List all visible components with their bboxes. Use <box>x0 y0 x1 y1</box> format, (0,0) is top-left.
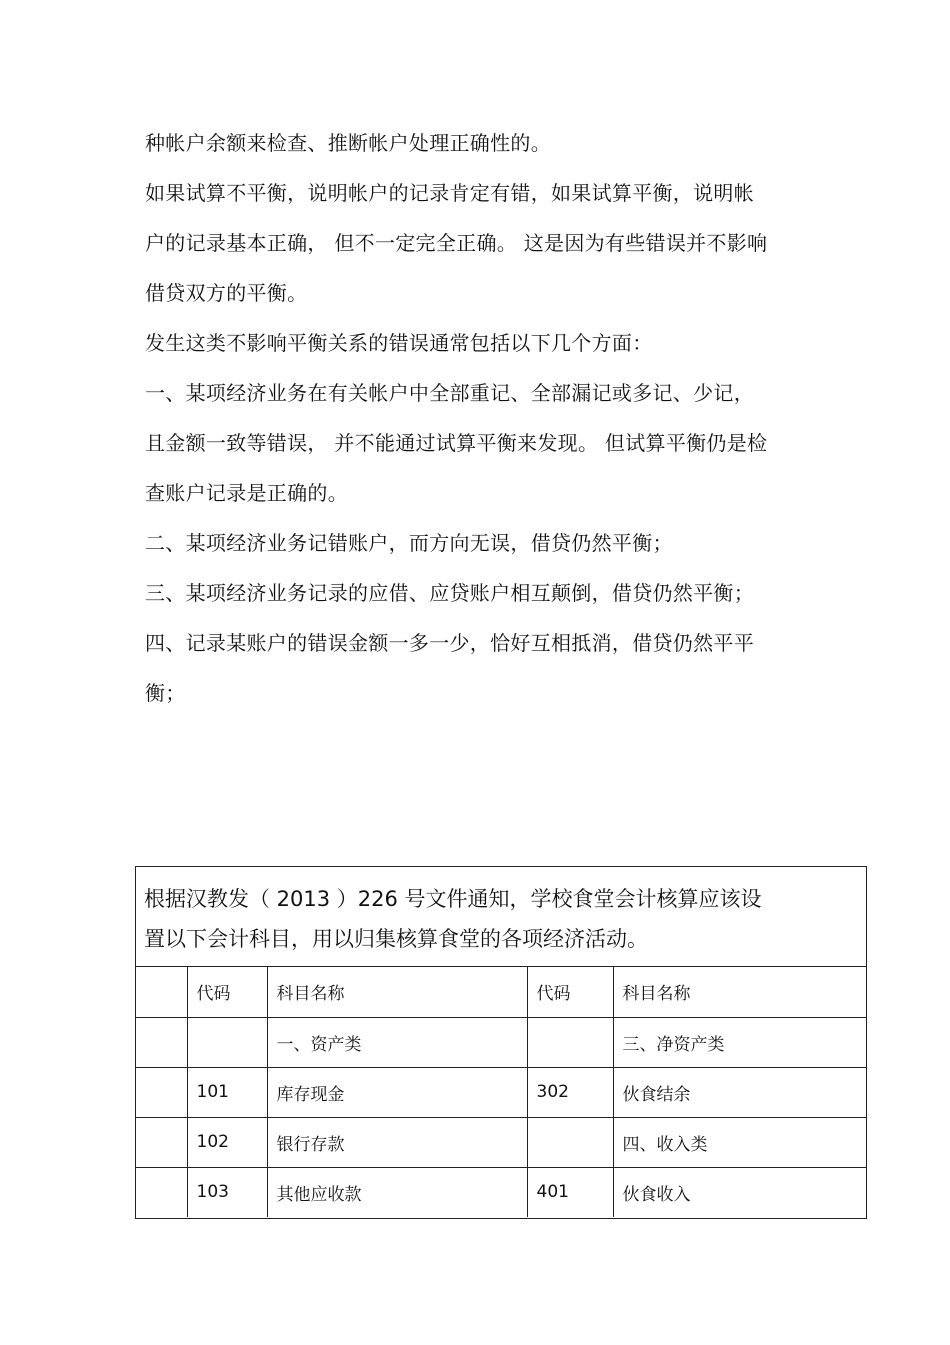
paragraph-line: 且金额一致等错误， 并不能通过试算平衡来发现。 但试算平衡仍是检 <box>145 431 768 455</box>
paragraph-line: 如果试算不平衡，说明帐户的记录肯定有错，如果试算平衡，说明帐 <box>145 181 754 205</box>
table-cell: 伙食结余 <box>613 1067 866 1117</box>
table-cell: 伙食收入 <box>622 1184 691 1205</box>
paragraph-line: 户的记录基本正确， 但不一定完全正确。 这是因为有些错误并不影响 <box>145 231 768 255</box>
table-header-cell: 科目名称 <box>267 967 527 1017</box>
paragraph-line: 查账户记录是正确的。 <box>145 481 348 505</box>
table-cell <box>136 1167 187 1217</box>
table-header-cell: 科目名称 <box>613 967 866 1017</box>
accounts-grid <box>136 967 866 1217</box>
table-caption <box>136 867 866 967</box>
table-cell: 103 <box>187 1167 267 1217</box>
table-cell <box>136 967 187 1017</box>
table-cell: 库存现金 <box>267 1067 527 1117</box>
table-cell <box>136 1117 187 1167</box>
caption-line: 置以下会计科目，用以归集核算食堂的各项经济活动。 <box>144 927 648 951</box>
paragraph-line: 衡； <box>145 681 186 705</box>
table-row <box>136 1167 866 1217</box>
table-cell: 一、资产类 <box>267 1017 527 1067</box>
table-cell: 102 <box>187 1117 267 1167</box>
paragraph-line: 二、某项经济业务记错账户，而方向无误，借贷仍然平衡； <box>145 531 673 555</box>
table-cell <box>527 1017 613 1067</box>
paragraph-line: 四、记录某账户的错误金额一多一少，恰好互相抵消，借贷仍然平平 <box>145 631 754 655</box>
paragraph-line: 一、某项经济业务在有关帐户中全部重记、全部漏记或多记、少记， <box>145 381 754 405</box>
table-cell: 其他应收款 <box>267 1167 527 1217</box>
table-row <box>136 1067 866 1117</box>
paragraph-line: 发生这类不影响平衡关系的错误通常包括以下几个方面： <box>145 331 653 355</box>
table-cell: 三、净资产类 <box>613 1017 866 1067</box>
table-header-cell: 代码 <box>187 967 267 1017</box>
table-header-row <box>136 967 866 1017</box>
table-header-cell: 代码 <box>527 967 613 1017</box>
caption-line: 根据汉教发（ 2013 ）226 号文件通知，学校食堂会计核算应该设 <box>144 887 762 911</box>
table-row <box>136 1117 866 1167</box>
paragraph-line: 三、某项经济业务记录的应借、应贷账户相互颠倒，借贷仍然平衡； <box>145 581 754 605</box>
table-row <box>136 1017 866 1067</box>
table-cell <box>136 1017 187 1067</box>
accounts-table <box>135 866 867 1219</box>
table-cell: 302 <box>527 1067 613 1117</box>
table-cell <box>136 1067 187 1117</box>
table-cell: 401 <box>527 1167 613 1217</box>
table-cell: 101 <box>187 1067 267 1117</box>
paragraph-line: 种帐户余额来检查、推断帐户处理正确性的。 <box>145 131 551 155</box>
paragraph-line: 借贷双方的平衡。 <box>145 281 308 305</box>
table-cell <box>187 1017 267 1067</box>
table-cell: 四、收入类 <box>613 1117 866 1167</box>
table-cell: 银行存款 <box>267 1117 527 1167</box>
table-cell <box>527 1117 613 1167</box>
